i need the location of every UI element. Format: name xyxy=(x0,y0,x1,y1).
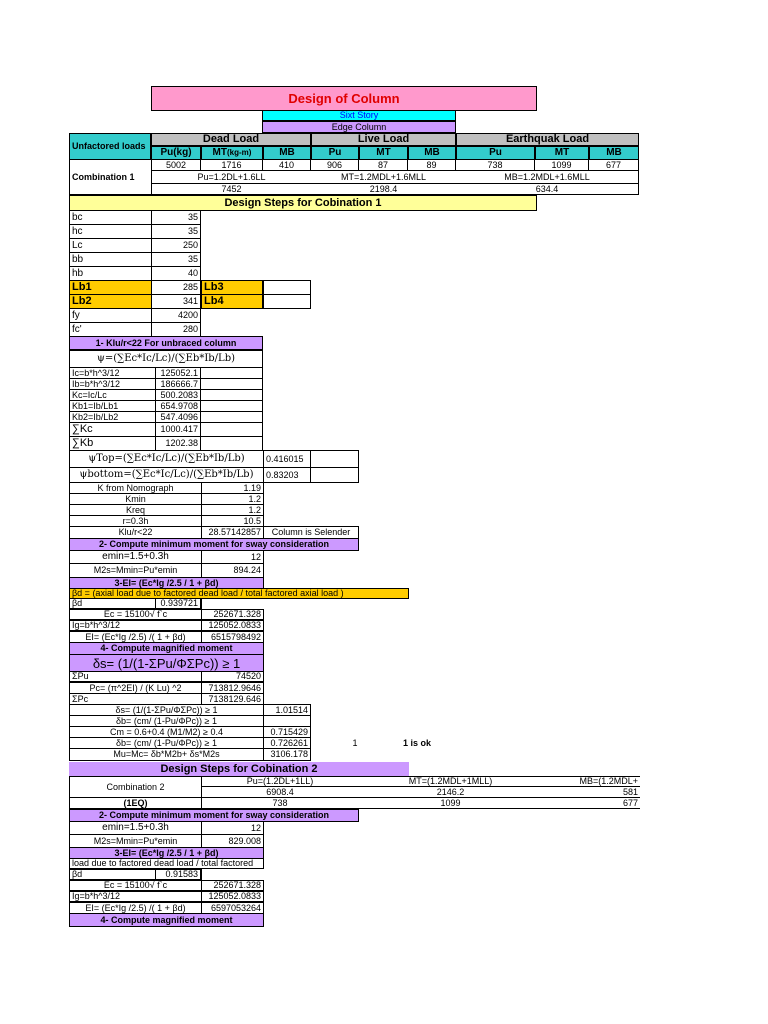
live-mt-header: MT xyxy=(359,146,408,160)
step2b-header: 2- Compute minimum moment for sway consideration xyxy=(69,809,359,822)
klu-value: 28.57142857 xyxy=(201,526,264,539)
design-steps-2-header: Design Steps for Cobination 2 xyxy=(69,762,409,776)
column-type-label: Edge Column xyxy=(262,121,456,133)
step1-label-ib: Ib=b*h^3/12 xyxy=(69,378,156,390)
step2-emin-label: emin=1.5+0.3h xyxy=(69,550,202,564)
story-label: Sixt Story xyxy=(262,110,456,121)
step3-header: 3-EI= (Ec*Ig /2.5 / 1 + βd) xyxy=(69,577,264,589)
k-label-kreq: Kreq xyxy=(69,504,202,516)
step3b-header: 3-EI= (Ec*Ig /2.5 / 1 + βd) xyxy=(69,847,264,859)
dead-load-header: Dead Load xyxy=(151,133,311,146)
dim-value-lc: 250 xyxy=(151,238,201,253)
step4-delta-b2-label: δb= (cm/ (1-Pu/ΦPc)) ≥ 1 xyxy=(69,737,264,749)
step1-label-kc: Kc=Ic/Lc xyxy=(69,389,156,401)
eq-mt-header: MT xyxy=(535,146,589,160)
combination1-pu-value: 7452 xyxy=(151,183,311,195)
step4-sum-pu-label: ΣPu xyxy=(69,671,202,682)
step3-label-ec: Ec = 15100√ f`c xyxy=(69,609,202,620)
dead-mt-value: 1716 xyxy=(201,160,263,171)
combination2-mt-eq: 1099 xyxy=(359,798,542,809)
live-mb-value: 89 xyxy=(408,160,456,171)
live-pu-header: Pu xyxy=(311,146,359,160)
psi-formula: ψ=(∑Ec*Ic/Lc)/(∑Eb*Ib/Lb) xyxy=(69,350,263,368)
step3b-value-ig: 125052.0833 xyxy=(201,891,264,902)
step3b-label-ec: Ec = 15100√ f`c xyxy=(69,880,202,891)
step3b-label-bd: βd xyxy=(69,869,202,880)
step4-one: 1 xyxy=(352,737,358,748)
design-steps-1-header: Design Steps for Cobination 1 xyxy=(69,195,537,211)
dim-label-bb: bb xyxy=(69,252,152,267)
step3b-value-ec: 252671.328 xyxy=(201,880,264,891)
combination2-mb-formula: MB=(1.2MDL+ xyxy=(542,776,640,787)
step2b-emin-label: emin=1.5+0.3h xyxy=(69,821,202,835)
dim-value-bb: 35 xyxy=(151,252,201,267)
step4-cm-value: 0.715429 xyxy=(263,726,311,738)
step4-delta-s-value: 1.01514 xyxy=(263,704,311,716)
dead-pu-header: Pu(kg) xyxy=(151,146,201,160)
psi-bottom-formula: ψbottom=(∑Ec*Ic/Lc)/(∑Eb*Ib/Lb) xyxy=(69,467,264,483)
step4-pc-label: Pc= (π^2EI) / (K Lu) ^2 xyxy=(69,682,202,694)
lb3-value[interactable] xyxy=(263,280,311,295)
dim-label-bc: bc xyxy=(69,210,152,225)
klu-label: Klu/r<22 xyxy=(69,526,202,539)
step1-blank-sumkb xyxy=(200,436,263,451)
dim-value-lb2: 341 xyxy=(151,294,201,309)
step2-m2s-label: M2s=Mmin=Pu*emin xyxy=(69,563,202,578)
step1-value-kb2: 547.4096 xyxy=(155,411,201,423)
sheet-title xyxy=(151,86,537,111)
k-value-r: 10.5 xyxy=(201,515,264,527)
combination2-mb-value: 581 xyxy=(542,787,640,798)
combination1-pu-formula: Pu=1.2DL+1.6LL xyxy=(151,171,311,183)
combination2-mt-value: 2146.2 xyxy=(359,787,542,798)
step2-emin-value: 12 xyxy=(201,550,264,564)
step3b-value-bd: 0.91583 xyxy=(155,869,201,880)
dim-value-hc: 35 xyxy=(151,224,201,239)
step3-label-ig: Ig=b*h^3/12 xyxy=(69,620,202,631)
step3b-label-ig: Ig=b*h^3/12 xyxy=(69,891,202,902)
step4b-header: 4- Compute magnified moment xyxy=(69,913,264,927)
eq-mb-value: 677 xyxy=(589,160,639,171)
psi-bottom-blank xyxy=(310,467,359,483)
step1-label-kb1: Kb1=Ib/Lb1 xyxy=(69,400,156,412)
dead-pu-value: 5002 xyxy=(151,160,201,171)
step4-big-formula: δs= (1/(1-ΣPu/ΦΣPc)) ≥ 1 xyxy=(69,654,264,672)
title-text: Design of Column xyxy=(288,91,400,106)
dim-value-fy: 4200 xyxy=(151,308,201,323)
step3b-value-ei: 6597053264 xyxy=(201,902,264,914)
combination1-mb-value: 634.4 xyxy=(456,183,639,195)
combination1-mt-value: 2198.4 xyxy=(311,183,456,195)
step1-value-kb1: 654.9708 xyxy=(155,400,201,412)
dim-value-fc: 280 xyxy=(151,322,201,337)
psi-top-formula: ψTop=(∑Ec*Ic/Lc)/(∑Eb*Ib/Lb) xyxy=(69,450,264,468)
step4-mu-value: 3106.178 xyxy=(263,748,311,761)
step1-label-sumkc: ∑Kc xyxy=(69,422,156,437)
step4-delta-s-label: δs= (1/(1-ΣPu/ΦΣPc)) ≥ 1 xyxy=(69,704,264,716)
step4-delta-b2-value: 0.726261 xyxy=(263,737,311,749)
unfactored-loads-label: Unfactored loads xyxy=(69,133,151,160)
step4-sum-pc-label: ΣPc xyxy=(69,693,202,705)
step1-value-kc: 500.2083 xyxy=(155,389,201,401)
step1-value-sumkc: 1000.417 xyxy=(155,422,201,437)
dim-label-hc: hc xyxy=(69,224,152,239)
combination2-label: Combination 2 xyxy=(69,776,202,798)
dead-mt-unit: (kg-m) xyxy=(227,148,252,157)
step3-label-ei: EI= (Ec*Ig /2.5) /( 1 + βd) xyxy=(69,631,202,643)
eq-mb-header: MB xyxy=(589,146,639,160)
dead-mb-value: 410 xyxy=(263,160,311,171)
psi-top-value: 0.416015 xyxy=(263,450,311,468)
dead-mt-header xyxy=(201,146,263,160)
earthquake-load-header: Earthquak Load xyxy=(456,133,639,146)
dim-label-lb1: Lb1 xyxy=(69,280,152,295)
step3b-bd-note: load due to factored dead load / total factored xyxy=(69,858,264,869)
dead-mt-main: MT xyxy=(212,147,227,158)
k-value-kreq: 1.2 xyxy=(201,504,264,516)
step1-label-sumkb: ∑Kb xyxy=(69,436,156,451)
step1-header: 1- Klu/r<22 For unbraced column xyxy=(69,336,263,350)
step3-value-ec: 252671.328 xyxy=(201,609,264,620)
dim-label-fy: fy xyxy=(69,308,152,323)
dim-label-fc: fc' xyxy=(69,322,152,337)
combination2-mt-formula: MT=(1.2MDL+1MLL) xyxy=(359,776,542,787)
step1-blank-sumkc xyxy=(200,422,263,437)
step4-sum-pu-value: 74520 xyxy=(201,671,264,682)
dim-value-lb1: 285 xyxy=(151,280,201,295)
step3-value-ig: 125052.0833 xyxy=(201,620,264,631)
dim-value-bc: 35 xyxy=(151,210,201,225)
klu-note: Column is Selender xyxy=(263,526,359,539)
live-pu-value: 906 xyxy=(311,160,359,171)
step4-cm-label: Cm = 0.6+0.4 (M1/M2) ≥ 0.4 xyxy=(69,726,264,738)
step2b-m2s-value: 829.008 xyxy=(201,834,264,848)
lb4-value[interactable] xyxy=(263,294,311,309)
step2-header: 2- Compute minimum moment for sway consideration xyxy=(69,538,359,551)
step3-value-bd: 0.939721 xyxy=(155,598,201,609)
lb4-label: Lb4 xyxy=(201,294,263,309)
step1-value-ib: 186666.7 xyxy=(155,378,201,390)
combination1-label: Combination 1 xyxy=(69,160,151,195)
step1-value-sumkb: 1202.38 xyxy=(155,436,201,451)
dead-mb-header: MB xyxy=(263,146,311,160)
step4-pc-value: 713812.9646 xyxy=(201,682,264,694)
step2b-emin-value: 12 xyxy=(201,821,264,835)
combination1-mt-formula: MT=1.2MDL+1.6MLL xyxy=(340,171,427,182)
k-label-nomograph: K from Nomograph xyxy=(69,482,202,494)
live-load-header: Live Load xyxy=(311,133,456,146)
step1-label-kb2: Kb2=Ib/Lb2 xyxy=(69,411,156,423)
psi-top-blank xyxy=(310,450,359,468)
k-label-r: r=0.3h xyxy=(69,515,202,527)
eq-mt-value: 1099 xyxy=(535,160,589,171)
combination2-pu-eq: 738 xyxy=(201,798,359,809)
k-value-kmin: 1.2 xyxy=(201,493,264,505)
lb3-label: Lb3 xyxy=(201,280,263,295)
k-label-kmin: Kmin xyxy=(69,493,202,505)
combination1-mb-formula: MB=1.2MDL+1.6MLL xyxy=(456,171,639,183)
step4-header: 4- Compute magnified moment xyxy=(69,642,264,655)
dim-value-hb: 40 xyxy=(151,266,201,281)
live-mb-header: MB xyxy=(408,146,456,160)
step3-value-ei: 6515798492 xyxy=(201,631,264,643)
step3-label-bd: βd xyxy=(69,598,202,609)
step4-sum-pc-value: 7138129.646 xyxy=(201,693,264,705)
live-mt-value: 87 xyxy=(359,160,408,171)
combination2-pu-value: 6908.4 xyxy=(201,787,359,798)
step3-bd-note: βd = (axial load due to factored dead load / total factored axial load ) xyxy=(69,588,409,599)
step4-ok: 1 is ok xyxy=(402,737,431,748)
eq-pu-value: 738 xyxy=(456,160,535,171)
step1-value-ic: 125052.1 xyxy=(155,367,201,379)
combination2-eq-label: (1EQ) xyxy=(69,797,202,809)
k-value-nomograph: 1.19 xyxy=(201,482,264,494)
step2b-m2s-label: M2s=Mmin=Pu*emin xyxy=(69,834,202,848)
step1-label-ic: Ic=b*h^3/12 xyxy=(69,367,156,379)
dim-label-lb2: Lb2 xyxy=(69,294,152,309)
dim-label-hb: hb xyxy=(69,266,152,281)
dim-label-lc: Lc xyxy=(69,238,152,253)
combination2-pu-formula: Pu=(1.2DL+1LL) xyxy=(201,776,359,787)
step4-delta-b-label: δb= (cm/ (1-Pu/ΦPc)) ≥ 1 xyxy=(69,715,264,727)
step4-mu-label: Mu=Mc= δb*M2b+ δs*M2s xyxy=(69,748,264,761)
step2-m2s-value: 894.24 xyxy=(201,563,264,578)
combination2-mb-eq: 677 xyxy=(542,798,640,809)
step3b-label-ei: EI= (Ec*Ig /2.5) /( 1 + βd) xyxy=(69,902,202,914)
eq-pu-header: Pu xyxy=(456,146,535,160)
psi-bottom-value: 0.83203 xyxy=(263,467,311,483)
